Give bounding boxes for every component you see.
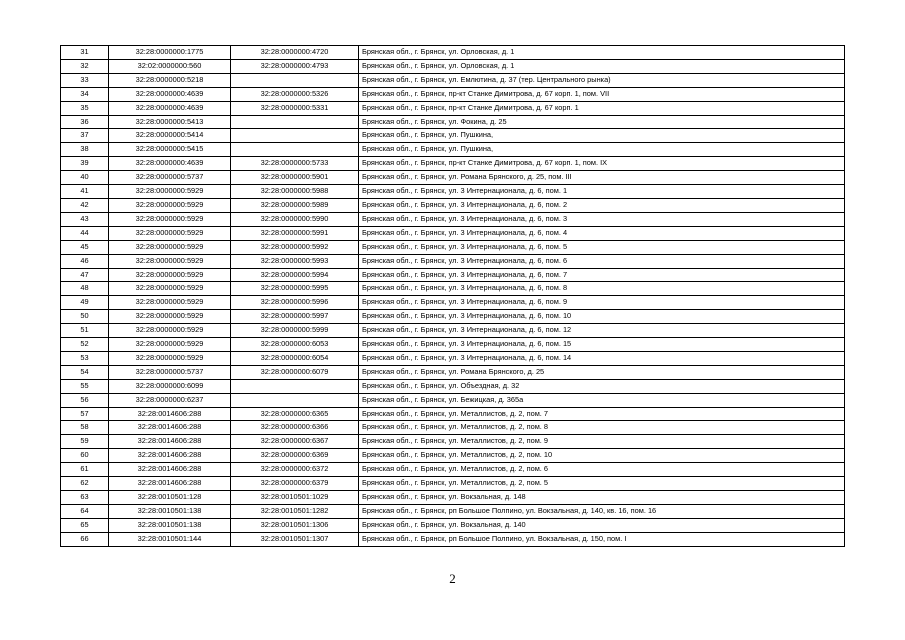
table-row xyxy=(61,185,845,199)
table-row xyxy=(61,407,845,421)
address-cell: Брянская обл., г. Брянск, ул. Металлистов, д. 2, пом. 6 xyxy=(359,463,845,477)
cadastral-number-cell: 32:28:0000000:5737 xyxy=(109,171,231,185)
table-row xyxy=(61,324,845,338)
table-row xyxy=(61,463,845,477)
table-row xyxy=(61,46,845,60)
cadastral-number-cell: 32:28:0000000:5737 xyxy=(109,365,231,379)
linked-cadastral-number-cell: 32:28:0000000:5989 xyxy=(231,198,359,212)
row-number-cell: 62 xyxy=(61,477,109,491)
address-cell: Брянская обл., г. Брянск, ул. 3 Интернационала, д. 6, пом. 9 xyxy=(359,296,845,310)
linked-cadastral-number-cell: 32:28:0000000:4793 xyxy=(231,59,359,73)
cadastral-number-cell: 32:28:0000000:4639 xyxy=(109,101,231,115)
address-cell: Брянская обл., г. Брянск, пр-кт Станке Димитрова, д. 67 корп. 1 xyxy=(359,101,845,115)
linked-cadastral-number-cell: 32:28:0000000:5326 xyxy=(231,87,359,101)
row-number-cell: 65 xyxy=(61,518,109,532)
row-number-cell: 38 xyxy=(61,143,109,157)
address-cell: Брянская обл., г. Брянск, ул. Объездная, д. 32 xyxy=(359,379,845,393)
cadastral-number-cell: 32:28:0014606:288 xyxy=(109,421,231,435)
address-cell: Брянская обл., г. Брянск, ул. Металлистов, д. 2, пом. 10 xyxy=(359,449,845,463)
row-number-cell: 32 xyxy=(61,59,109,73)
cadastral-number-cell: 32:28:0014606:288 xyxy=(109,463,231,477)
table-row xyxy=(61,504,845,518)
linked-cadastral-number-cell: 32:28:0000000:5994 xyxy=(231,268,359,282)
table-row xyxy=(61,268,845,282)
cadastral-number-cell: 32:28:0010501:128 xyxy=(109,491,231,505)
table-row xyxy=(61,157,845,171)
cadastral-number-cell: 32:28:0010501:138 xyxy=(109,518,231,532)
cadastral-number-cell: 32:28:0000000:5929 xyxy=(109,296,231,310)
linked-cadastral-number-cell: 32:28:0000000:6079 xyxy=(231,365,359,379)
table-row xyxy=(61,477,845,491)
cadastral-number-cell: 32:28:0000000:5413 xyxy=(109,115,231,129)
row-number-cell: 58 xyxy=(61,421,109,435)
table-row xyxy=(61,435,845,449)
linked-cadastral-number-cell: 32:28:0000000:5992 xyxy=(231,240,359,254)
table-row xyxy=(61,282,845,296)
cadastral-number-cell: 32:28:0000000:1775 xyxy=(109,46,231,60)
address-cell: Брянская обл., г. Брянск, ул. 3 Интернационала, д. 6, пом. 2 xyxy=(359,198,845,212)
row-number-cell: 64 xyxy=(61,504,109,518)
linked-cadastral-number-cell: 32:28:0000000:5999 xyxy=(231,324,359,338)
table-row xyxy=(61,240,845,254)
cadastral-number-cell: 32:28:0000000:6237 xyxy=(109,393,231,407)
linked-cadastral-number-cell xyxy=(231,143,359,157)
row-number-cell: 44 xyxy=(61,226,109,240)
row-number-cell: 48 xyxy=(61,282,109,296)
linked-cadastral-number-cell: 32:28:0000000:5995 xyxy=(231,282,359,296)
address-cell: Брянская обл., г. Брянск, ул. Романа Брянского, д. 25, пом. III xyxy=(359,171,845,185)
row-number-cell: 43 xyxy=(61,212,109,226)
table-row xyxy=(61,254,845,268)
cadastral-number-cell: 32:28:0000000:5929 xyxy=(109,282,231,296)
table-row xyxy=(61,226,845,240)
row-number-cell: 60 xyxy=(61,449,109,463)
linked-cadastral-number-cell: 32:28:0000000:6366 xyxy=(231,421,359,435)
address-cell: Брянская обл., г. Брянск, ул. Орловская, д. 1 xyxy=(359,46,845,60)
cadastral-number-cell: 32:28:0000000:5929 xyxy=(109,212,231,226)
address-cell: Брянская обл., г. Брянск, ул. 3 Интернационала, д. 6, пом. 12 xyxy=(359,324,845,338)
table-row xyxy=(61,212,845,226)
address-cell: Брянская обл., г. Брянск, ул. 3 Интернационала, д. 6, пом. 7 xyxy=(359,268,845,282)
row-number-cell: 52 xyxy=(61,338,109,352)
table-row xyxy=(61,198,845,212)
row-number-cell: 35 xyxy=(61,101,109,115)
address-cell: Брянская обл., г. Брянск, ул. 3 Интернационала, д. 6, пом. 3 xyxy=(359,212,845,226)
cadastral-number-cell: 32:02:0000000:560 xyxy=(109,59,231,73)
address-cell: Брянская обл., г. Брянск, рп Большое Полпино, ул. Вокзальная, д. 150, пом. I xyxy=(359,532,845,546)
cadastral-number-cell: 32:28:0000000:5929 xyxy=(109,268,231,282)
address-cell: Брянская обл., г. Брянск, ул. Романа Брянского, д. 25 xyxy=(359,365,845,379)
address-cell: Брянская обл., г. Брянск, ул. Металлистов, д. 2, пом. 9 xyxy=(359,435,845,449)
row-number-cell: 57 xyxy=(61,407,109,421)
address-cell: Брянская обл., г. Брянск, рп Большое Полпино, ул. Вокзальная, д. 140, кв. 16, пом. 16 xyxy=(359,504,845,518)
address-cell: Брянская обл., г. Брянск, ул. Вокзальная, д. 140 xyxy=(359,518,845,532)
table-row xyxy=(61,115,845,129)
row-number-cell: 63 xyxy=(61,491,109,505)
row-number-cell: 53 xyxy=(61,351,109,365)
row-number-cell: 59 xyxy=(61,435,109,449)
cadastral-number-cell: 32:28:0000000:5929 xyxy=(109,198,231,212)
linked-cadastral-number-cell: 32:28:0000000:6379 xyxy=(231,477,359,491)
address-cell: Брянская обл., г. Брянск, ул. Фокина, д. 25 xyxy=(359,115,845,129)
linked-cadastral-number-cell: 32:28:0000000:5901 xyxy=(231,171,359,185)
row-number-cell: 42 xyxy=(61,198,109,212)
address-cell: Брянская обл., г. Брянск, ул. Металлистов, д. 2, пом. 7 xyxy=(359,407,845,421)
row-number-cell: 50 xyxy=(61,310,109,324)
row-number-cell: 36 xyxy=(61,115,109,129)
row-number-cell: 34 xyxy=(61,87,109,101)
cadastral-number-cell: 32:28:0000000:5929 xyxy=(109,338,231,352)
cadastral-number-cell: 32:28:0000000:5929 xyxy=(109,351,231,365)
table-row xyxy=(61,532,845,546)
table-row xyxy=(61,101,845,115)
address-cell: Брянская обл., г. Брянск, пр-кт Станке Димитрова, д. 67 корп. 1, пом. VII xyxy=(359,87,845,101)
table-row xyxy=(61,421,845,435)
linked-cadastral-number-cell: 32:28:0000000:6369 xyxy=(231,449,359,463)
linked-cadastral-number-cell xyxy=(231,115,359,129)
table-row xyxy=(61,365,845,379)
linked-cadastral-number-cell: 32:28:0000000:4720 xyxy=(231,46,359,60)
cadastral-number-cell: 32:28:0000000:5415 xyxy=(109,143,231,157)
row-number-cell: 66 xyxy=(61,532,109,546)
linked-cadastral-number-cell: 32:28:0000000:6053 xyxy=(231,338,359,352)
address-cell: Брянская обл., г. Брянск, ул. 3 Интернационала, д. 6, пом. 14 xyxy=(359,351,845,365)
table-row xyxy=(61,87,845,101)
row-number-cell: 31 xyxy=(61,46,109,60)
address-cell: Брянская обл., г. Брянск, ул. Металлистов, д. 2, пом. 8 xyxy=(359,421,845,435)
row-number-cell: 51 xyxy=(61,324,109,338)
table-row xyxy=(61,491,845,505)
linked-cadastral-number-cell xyxy=(231,129,359,143)
row-number-cell: 49 xyxy=(61,296,109,310)
cadastral-number-cell: 32:28:0000000:4639 xyxy=(109,87,231,101)
page-number: 2 xyxy=(449,571,456,586)
table-row xyxy=(61,171,845,185)
linked-cadastral-number-cell: 32:28:0010501:1282 xyxy=(231,504,359,518)
table-row xyxy=(61,59,845,73)
cadastral-number-cell: 32:28:0014606:288 xyxy=(109,477,231,491)
cadastral-number-cell: 32:28:0000000:5218 xyxy=(109,73,231,87)
cadastral-number-cell: 32:28:0000000:5929 xyxy=(109,310,231,324)
cadastral-number-cell: 32:28:0014606:288 xyxy=(109,407,231,421)
linked-cadastral-number-cell: 32:28:0000000:5988 xyxy=(231,185,359,199)
table-row xyxy=(61,296,845,310)
cadastral-number-cell: 32:28:0000000:5414 xyxy=(109,129,231,143)
address-cell: Брянская обл., г. Брянск, ул. 3 Интернационала, д. 6, пом. 5 xyxy=(359,240,845,254)
cadastral-number-cell: 32:28:0000000:5929 xyxy=(109,240,231,254)
registry-table-body xyxy=(61,46,845,547)
address-cell: Брянская обл., г. Брянск, ул. Орловская, д. 1 xyxy=(359,59,845,73)
address-cell: Брянская обл., г. Брянск, ул. Емлютина, д. 37 (тер. Центрального рынка) xyxy=(359,73,845,87)
cadastral-number-cell: 32:28:0000000:5929 xyxy=(109,324,231,338)
address-cell: Брянская обл., г. Брянск, ул. Пушкина, xyxy=(359,129,845,143)
linked-cadastral-number-cell xyxy=(231,73,359,87)
linked-cadastral-number-cell: 32:28:0000000:5331 xyxy=(231,101,359,115)
address-cell: Брянская обл., г. Брянск, ул. 3 Интернационала, д. 6, пом. 6 xyxy=(359,254,845,268)
row-number-cell: 37 xyxy=(61,129,109,143)
table-row xyxy=(61,393,845,407)
linked-cadastral-number-cell: 32:28:0000000:6365 xyxy=(231,407,359,421)
address-cell: Брянская обл., г. Брянск, ул. Бежицкая, д. 365а xyxy=(359,393,845,407)
row-number-cell: 55 xyxy=(61,379,109,393)
linked-cadastral-number-cell: 32:28:0010501:1029 xyxy=(231,491,359,505)
address-cell: Брянская обл., г. Брянск, ул. 3 Интернационала, д. 6, пом. 4 xyxy=(359,226,845,240)
address-cell: Брянская обл., г. Брянск, пр-кт Станке Димитрова, д. 67 корп. 1, пом. IX xyxy=(359,157,845,171)
cadastral-number-cell: 32:28:0014606:288 xyxy=(109,435,231,449)
address-cell: Брянская обл., г. Брянск, ул. 3 Интернационала, д. 6, пом. 8 xyxy=(359,282,845,296)
table-row xyxy=(61,518,845,532)
linked-cadastral-number-cell: 32:28:0000000:6054 xyxy=(231,351,359,365)
row-number-cell: 54 xyxy=(61,365,109,379)
row-number-cell: 41 xyxy=(61,185,109,199)
linked-cadastral-number-cell: 32:28:0000000:5990 xyxy=(231,212,359,226)
address-cell: Брянская обл., г. Брянск, ул. 3 Интернационала, д. 6, пом. 10 xyxy=(359,310,845,324)
row-number-cell: 33 xyxy=(61,73,109,87)
property-registry-table xyxy=(60,45,845,547)
address-cell: Брянская обл., г. Брянск, ул. Металлистов, д. 2, пом. 5 xyxy=(359,477,845,491)
linked-cadastral-number-cell xyxy=(231,393,359,407)
linked-cadastral-number-cell: 32:28:0010501:1306 xyxy=(231,518,359,532)
linked-cadastral-number-cell: 32:28:0000000:5733 xyxy=(231,157,359,171)
row-number-cell: 46 xyxy=(61,254,109,268)
address-cell: Брянская обл., г. Брянск, ул. 3 Интернационала, д. 6, пом. 15 xyxy=(359,338,845,352)
cadastral-number-cell: 32:28:0000000:4639 xyxy=(109,157,231,171)
cadastral-number-cell: 32:28:0000000:5929 xyxy=(109,185,231,199)
row-number-cell: 56 xyxy=(61,393,109,407)
table-row xyxy=(61,338,845,352)
row-number-cell: 45 xyxy=(61,240,109,254)
row-number-cell: 61 xyxy=(61,463,109,477)
cadastral-number-cell: 32:28:0000000:5929 xyxy=(109,226,231,240)
address-cell: Брянская обл., г. Брянск, ул. Пушкина, xyxy=(359,143,845,157)
linked-cadastral-number-cell: 32:28:0000000:5993 xyxy=(231,254,359,268)
cadastral-number-cell: 32:28:0010501:138 xyxy=(109,504,231,518)
table-row xyxy=(61,73,845,87)
row-number-cell: 40 xyxy=(61,171,109,185)
linked-cadastral-number-cell: 32:28:0000000:5996 xyxy=(231,296,359,310)
linked-cadastral-number-cell: 32:28:0010501:1307 xyxy=(231,532,359,546)
cadastral-number-cell: 32:28:0000000:5929 xyxy=(109,254,231,268)
row-number-cell: 47 xyxy=(61,268,109,282)
linked-cadastral-number-cell: 32:28:0000000:5997 xyxy=(231,310,359,324)
linked-cadastral-number-cell: 32:28:0000000:6372 xyxy=(231,463,359,477)
table-row xyxy=(61,351,845,365)
table-row xyxy=(61,449,845,463)
cadastral-number-cell: 32:28:0000000:6099 xyxy=(109,379,231,393)
row-number-cell: 39 xyxy=(61,157,109,171)
cadastral-number-cell: 32:28:0014606:288 xyxy=(109,449,231,463)
linked-cadastral-number-cell: 32:28:0000000:6367 xyxy=(231,435,359,449)
linked-cadastral-number-cell: 32:28:0000000:5991 xyxy=(231,226,359,240)
linked-cadastral-number-cell xyxy=(231,379,359,393)
table-row xyxy=(61,143,845,157)
address-cell: Брянская обл., г. Брянск, ул. Вокзальная, д. 148 xyxy=(359,491,845,505)
address-cell: Брянская обл., г. Брянск, ул. 3 Интернационала, д. 6, пом. 1 xyxy=(359,185,845,199)
cadastral-number-cell: 32:28:0010501:144 xyxy=(109,532,231,546)
table-row xyxy=(61,379,845,393)
table-row xyxy=(61,310,845,324)
table-row xyxy=(61,129,845,143)
